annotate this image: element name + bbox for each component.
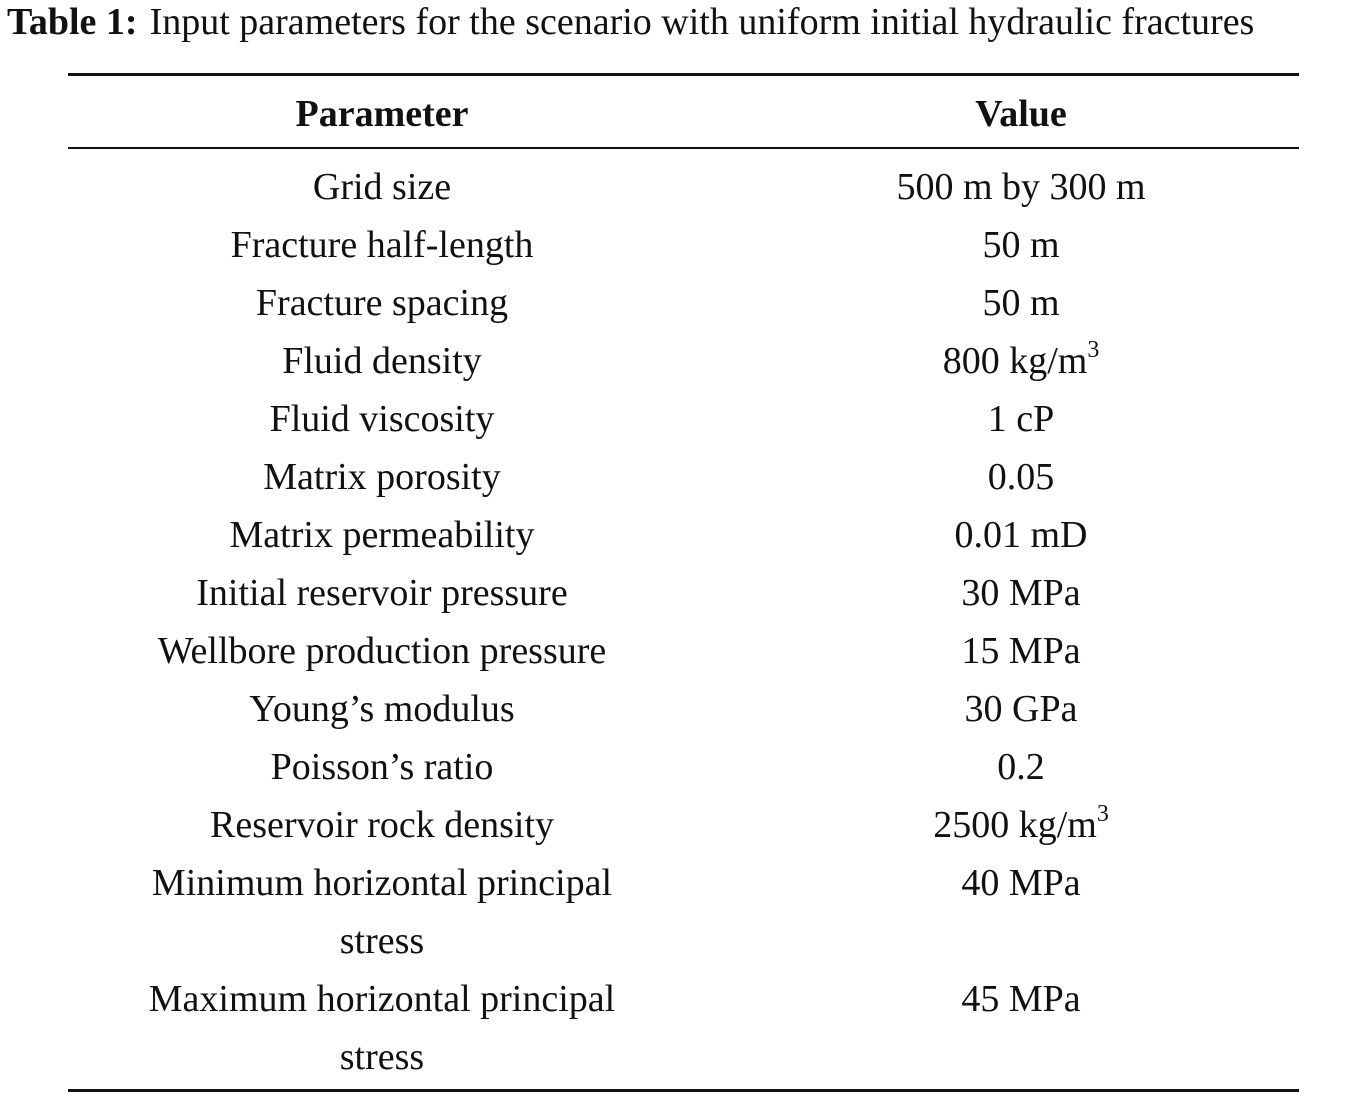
table-row	[0, 970, 1366, 1086]
parameter-line: Matrix permeability	[229, 514, 535, 556]
parameter-cell	[68, 970, 696, 1086]
value-text: 0.01 mD	[954, 514, 1088, 556]
parameter-line: Wellbore production pressure	[157, 630, 607, 672]
caption-text: Input parameters for the scenario with uniform initial hydraulic fractures	[149, 1, 1255, 43]
value-text: 30 MPa	[961, 572, 1081, 614]
caption-label: Table 1:	[7, 1, 138, 43]
value-cell	[696, 970, 1346, 1028]
table-row	[0, 564, 1366, 622]
value-cell	[696, 854, 1346, 912]
table-row	[0, 622, 1366, 680]
table-top-rule	[68, 73, 1299, 76]
table-row	[0, 332, 1366, 390]
value-cell	[696, 622, 1346, 680]
value-text: 50 m	[982, 224, 1060, 266]
value-text: 800 kg/m	[942, 340, 1088, 382]
table-header-rule	[68, 147, 1299, 149]
parameter-line: Poisson’s ratio	[270, 746, 494, 788]
value-text: 45 MPa	[961, 978, 1081, 1020]
parameter-cell	[68, 332, 696, 390]
value-cell	[696, 390, 1346, 448]
parameter-cell	[68, 854, 696, 970]
value-cell	[696, 448, 1346, 506]
value-text: 2500 kg/m	[933, 804, 1097, 846]
header-parameter: Parameter	[295, 93, 469, 135]
parameter-line: Grid size	[312, 166, 452, 208]
value-cell	[696, 274, 1346, 332]
parameter-line: stress	[339, 1036, 425, 1078]
value-text: 0.05	[987, 456, 1055, 498]
table-row	[0, 854, 1366, 970]
value-cell	[696, 216, 1346, 274]
value-text: 1 cP	[987, 398, 1055, 440]
parameter-cell	[68, 738, 696, 796]
table-row	[0, 216, 1366, 274]
table-row	[0, 390, 1366, 448]
parameter-line: stress	[339, 920, 425, 962]
value-cell	[696, 738, 1346, 796]
table-row	[0, 448, 1366, 506]
parameter-line: Matrix porosity	[263, 456, 501, 498]
value-text: 50 m	[982, 282, 1060, 324]
table-row	[0, 274, 1366, 332]
value-cell	[696, 680, 1346, 738]
parameter-cell	[68, 274, 696, 332]
value-cell	[696, 796, 1346, 854]
value-text: 40 MPa	[961, 862, 1081, 904]
parameter-line: Reservoir rock density	[209, 804, 555, 846]
table-row	[0, 680, 1366, 738]
parameter-line: Fracture spacing	[255, 282, 509, 324]
value-text: 15 MPa	[961, 630, 1081, 672]
value-superscript: 3	[1096, 801, 1109, 827]
table-row	[0, 796, 1366, 854]
table-caption	[7, 0, 1366, 44]
parameter-cell	[68, 390, 696, 448]
parameter-cell	[68, 680, 696, 738]
table-bottom-rule	[68, 1089, 1299, 1092]
value-text: 0.2	[997, 746, 1045, 788]
parameter-line: Fracture half-length	[230, 224, 534, 266]
value-cell	[696, 564, 1346, 622]
value-cell	[696, 506, 1346, 564]
parameter-line: Minimum horizontal principal	[151, 862, 613, 904]
header-value: Value	[975, 93, 1067, 135]
parameter-cell	[68, 158, 696, 216]
value-cell	[696, 332, 1346, 390]
value-superscript: 3	[1087, 337, 1100, 363]
parameter-cell	[68, 622, 696, 680]
parameter-line: Fluid density	[282, 340, 482, 382]
parameter-line: Fluid viscosity	[269, 398, 495, 440]
parameter-cell	[68, 216, 696, 274]
table-header-row	[68, 86, 1299, 142]
parameter-cell	[68, 506, 696, 564]
value-text: 30 GPa	[964, 688, 1078, 730]
table-row	[0, 738, 1366, 796]
parameter-line: Young’s modulus	[249, 688, 515, 730]
parameter-line: Maximum horizontal principal	[148, 978, 616, 1020]
value-text: 500 m by 300 m	[896, 166, 1146, 208]
parameter-cell	[68, 448, 696, 506]
parameter-line: Initial reservoir pressure	[196, 572, 568, 614]
parameter-cell	[68, 564, 696, 622]
parameter-cell	[68, 796, 696, 854]
table-row	[0, 158, 1366, 216]
table-row	[0, 506, 1366, 564]
value-cell	[696, 158, 1346, 216]
